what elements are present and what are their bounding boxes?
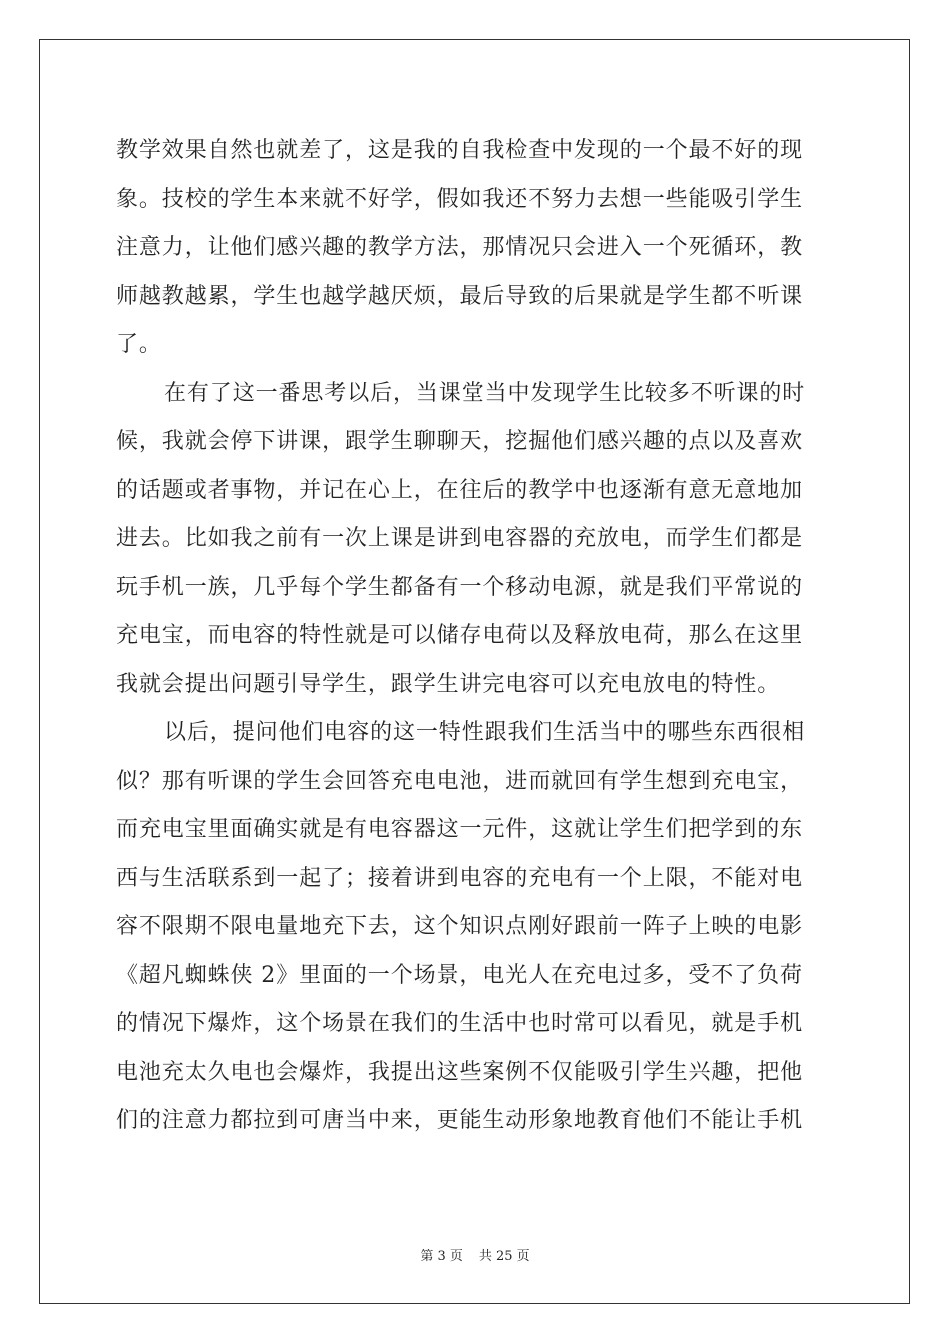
text-line: 似？那有听课的学生会回答充电电池，进而就回有学生想到充电宝， — [116, 768, 804, 794]
text-line: 象。技校的学生本来就不好学，假如我还不努力去想一些能吸引学生 — [116, 186, 804, 212]
text-line: 师越教越累，学生也越学越厌烦，最后导致的后果就是学生都不听课 — [116, 283, 804, 309]
page-total: 共 25 页 — [478, 1249, 530, 1264]
text-line: 《超凡蜘蛛侠 2》里面的一个场景，电光人在充电过多，受不了负荷 — [116, 962, 803, 988]
text-line: 进去。比如我之前有一次上课是讲到电容器的充放电，而学生们都是 — [116, 526, 804, 551]
text-line: 教学效果自然也就差了，这是我的自我检查中发现的一个最不好的现 — [116, 138, 804, 163]
text-line: 们的注意力都拉到可唐当中来，更能生动形象地教育他们不能让手机 — [116, 1108, 804, 1133]
text-line: 以后，提问他们电容的这一特性跟我们生活当中的哪些东西很相 — [164, 720, 806, 745]
page-footer — [0, 1245, 950, 1264]
text-line: 西与生活联系到一起了；接着讲到电容的充电有一个上限，不能对电 — [116, 865, 804, 891]
page-number: 第 3 页 — [420, 1249, 463, 1264]
text-line: 而充电宝里面确实就是有电容器这一元件，这就让学生们把学到的东 — [116, 817, 804, 842]
text-line: 注意力，让他们感兴趣的教学方法，那情况只会进入一个死循环，教 — [116, 235, 804, 260]
text-line: 了。 — [116, 332, 162, 357]
text-line: 的话题或者事物，并记在心上，在往后的教学中也逐渐有意无意地加 — [116, 477, 804, 503]
text-line: 在有了这一番思考以后，当课堂当中发现学生比较多不听课的时 — [164, 380, 806, 406]
text-line: 电池充太久电也会爆炸，我提出这些案例不仅能吸引学生兴趣，把他 — [116, 1059, 804, 1085]
text-line: 的情况下爆炸，这个场景在我们的生活中也时常可以看见，就是手机 — [116, 1011, 804, 1036]
text-line: 候，我就会停下讲课，跟学生聊聊天，挖掘他们感兴趣的点以及喜欢 — [116, 429, 804, 454]
text-line: 我就会提出问题引导学生，跟学生讲完电容可以充电放电的特性。 — [116, 671, 781, 697]
text-line: 容不限期不限电量地充下去，这个知识点刚好跟前一阵子上映的电影 — [116, 914, 804, 939]
document-body — [116, 127, 832, 1146]
text-line: 玩手机一族，几乎每个学生都备有一个移动电源，就是我们平常说的 — [116, 574, 804, 600]
text-line: 充电宝，而电容的特性就是可以储存电荷以及释放电荷，那么在这里 — [116, 623, 804, 648]
